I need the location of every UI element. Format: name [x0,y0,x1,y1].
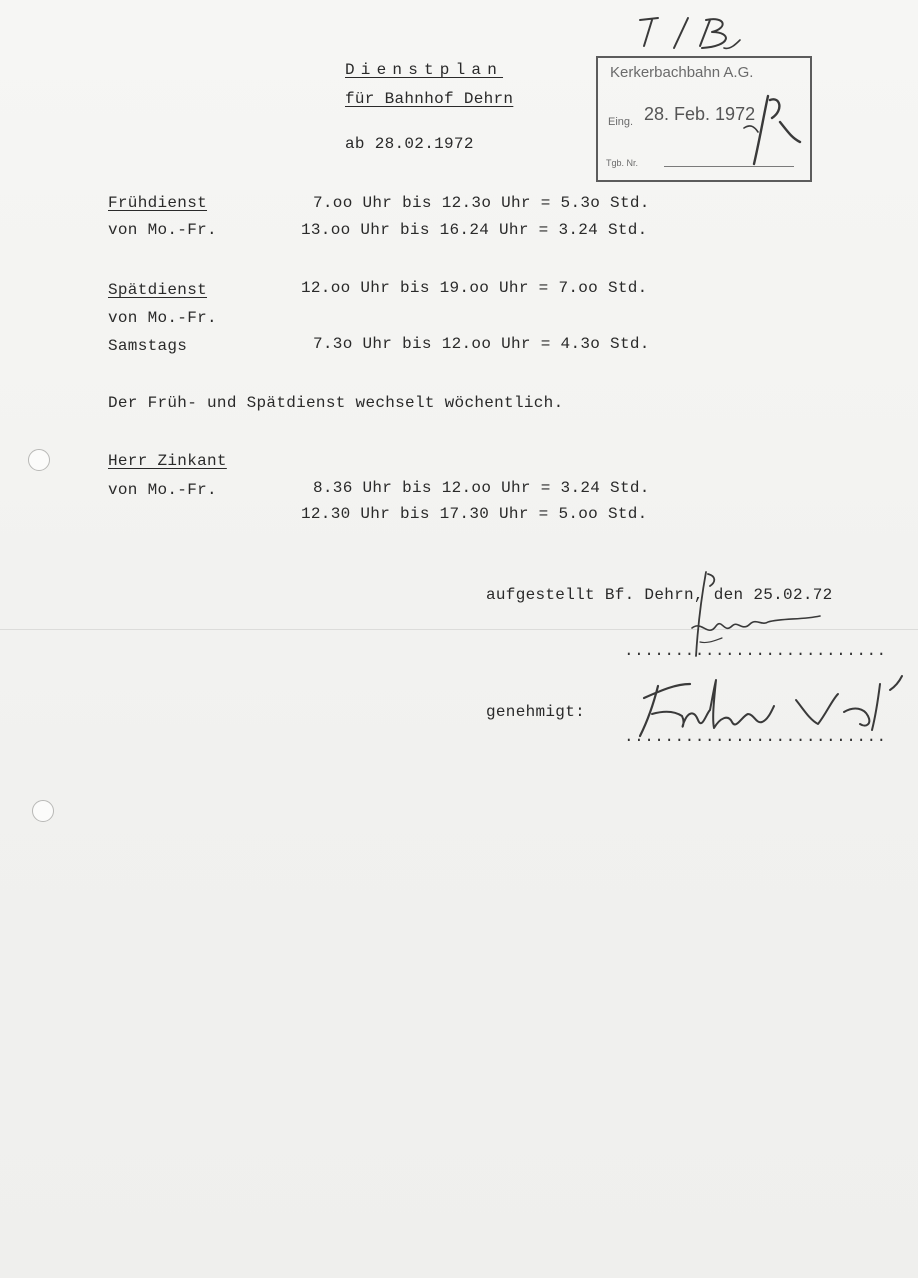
valid-from-date: ab 28.02.1972 [345,135,474,153]
prepared-line: aufgestellt Bf. Dehrn, den 25.02.72 [486,586,833,604]
schedule-row: 7.oo Uhr bis 12.3o Uhr = 5.3o Std. [313,194,650,212]
days-label-spaetdienst: von Mo.-Fr. [108,309,217,327]
schedule-row: 8.36 Uhr bis 12.oo Uhr = 3.24 Std. [313,479,650,497]
saturday-label: Samstags [108,337,188,355]
days-label-fruehdienst: von Mo.-Fr. [108,221,217,239]
document-subtitle: für Bahnhof Dehrn [345,90,514,108]
punch-hole-lower [32,800,54,822]
signature-line-approved: .......................... [624,728,887,746]
punch-hole-upper [28,449,50,471]
stamp-journal-label: Tgb. Nr. [606,158,639,168]
rotation-note: Der Früh- und Spätdienst wechselt wöchentlich. [108,394,564,412]
days-label-zinkant: von Mo.-Fr. [108,481,217,499]
section-label-zinkant: Herr Zinkant [108,452,227,470]
stamp-initials-signature [740,92,810,172]
schedule-row: 7.3o Uhr bis 12.oo Uhr = 4.3o Std. [313,335,650,353]
approved-label: genehmigt: [486,703,586,721]
document-title: Dienstplan [345,61,504,79]
stamp-received-label: Eing. [608,116,634,128]
received-stamp [596,56,812,182]
section-label-spaetdienst: Spätdienst [108,281,208,299]
schedule-row: 13.oo Uhr bis 16.24 Uhr = 3.24 Std. [301,221,648,239]
signature-prepared [672,564,832,664]
signature-line-prepared: .......................... [624,642,887,660]
handwritten-routing-mark [636,14,746,54]
schedule-row: 12.30 Uhr bis 17.30 Uhr = 5.oo Std. [301,505,648,523]
stamp-company: Kerkerbachbahn A.G. [610,64,754,81]
signature-approved [632,670,912,750]
stamp-received-date: 28. Feb. 1972 [644,104,756,124]
schedule-row: 12.oo Uhr bis 19.oo Uhr = 7.oo Std. [301,279,648,297]
section-label-fruehdienst: Frühdienst [108,194,208,212]
